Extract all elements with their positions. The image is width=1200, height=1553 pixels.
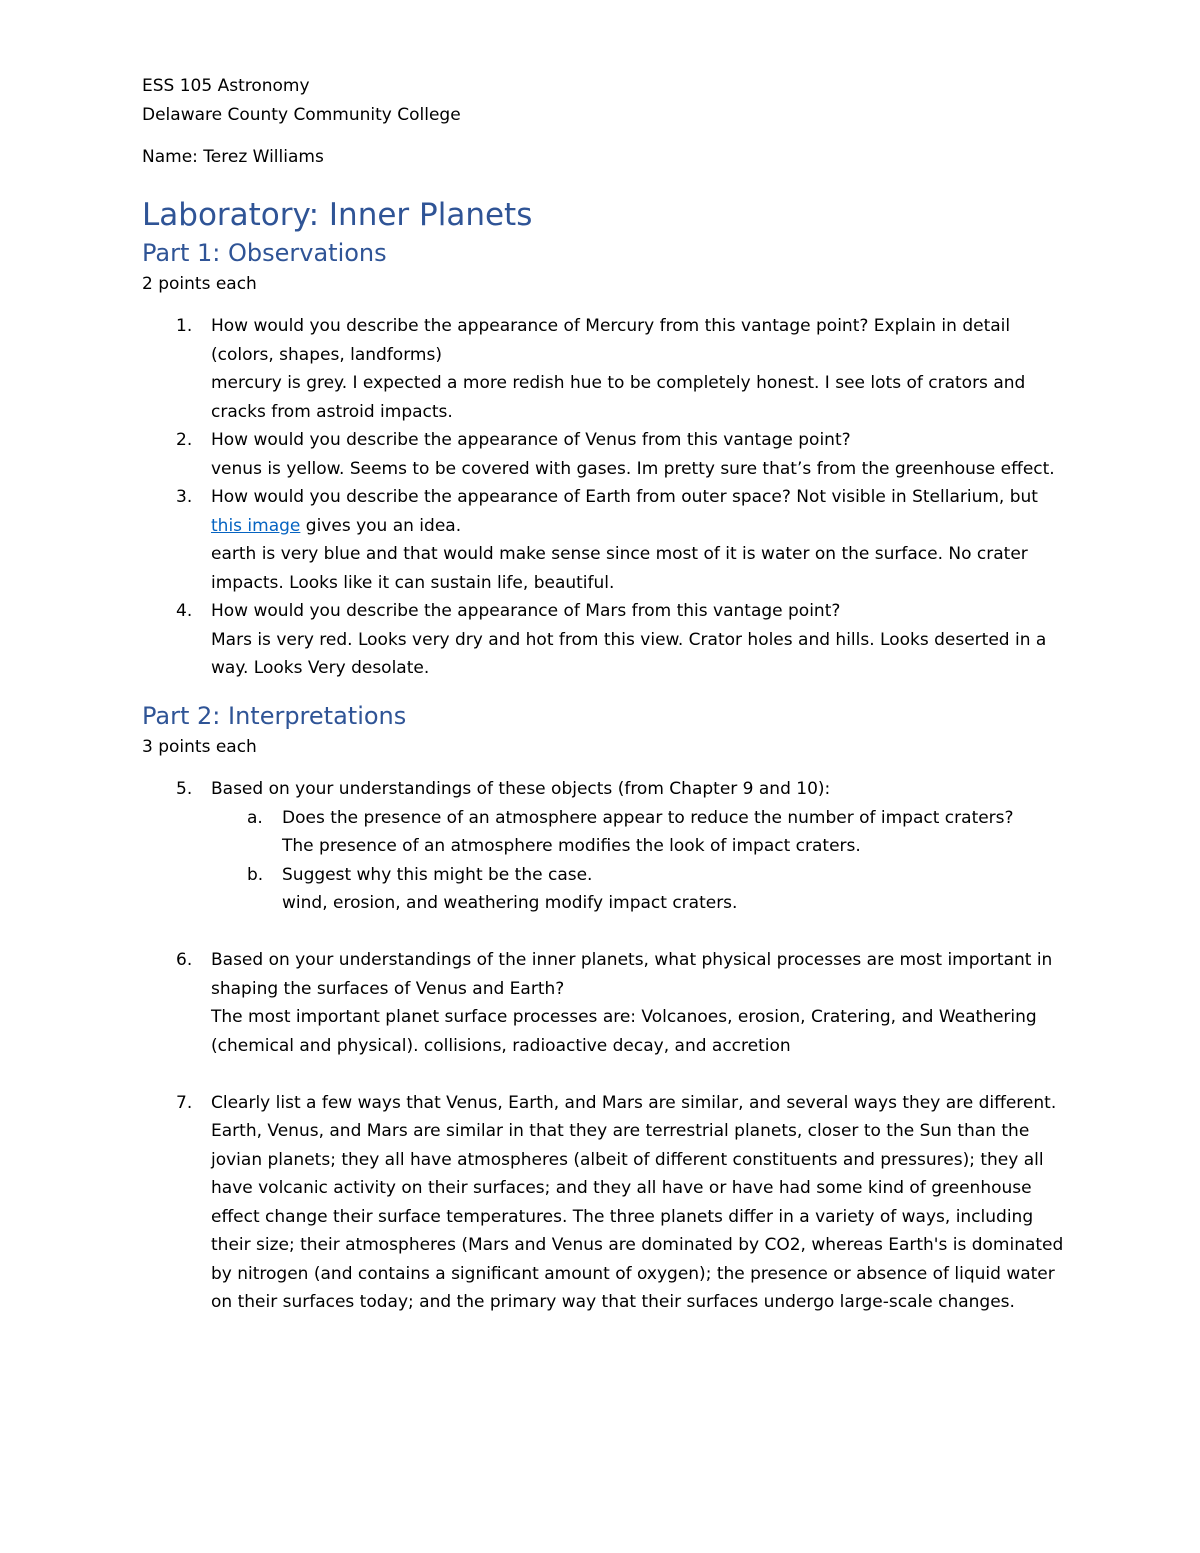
question-3 — [142, 483, 1072, 597]
sub-question-text: Does the presence of an atmosphere appear to reduce the number of impact craters? — [282, 807, 1014, 828]
student-name: Name: Terez Williams — [142, 147, 324, 167]
question-number: 6. — [176, 950, 193, 970]
sub-question-b — [211, 861, 1072, 918]
sub-question-a — [211, 804, 1072, 861]
question-text-after-link: gives you an idea. — [300, 515, 462, 536]
question-text: How would you describe the appearance of Venus from this vantage point? — [211, 430, 851, 450]
question-text: Based on your understandings of the inner planets, what physical processes are most important in shaping the surfaces of Venus and Earth? — [211, 950, 1053, 999]
college-line: Delaware County Community College — [142, 104, 461, 125]
part2-heading: Part 2: Interpretations — [142, 701, 407, 730]
question-number: 5. — [176, 779, 193, 799]
question-text: Based on your understandings of these objects (from Chapter 9 and 10): — [211, 779, 831, 799]
sub-question-list — [211, 804, 1072, 918]
question-2 — [142, 426, 1072, 483]
question-number: 1. — [176, 316, 193, 336]
answer-text: Earth, Venus, and Mars are similar in that they are terrestrial planets, closer to the Sun than the jovian planets; they all have atmospheres (albeit of different constituents and pressures); they all have volcanic activity on their surfaces; and they all have or have had some kind of greenhouse effect change their surface temperatures. The three planets differ in a variety of ways, including their size; their atmospheres (Mars and Venus are dominated by CO2, whereas Earth's is dominated by nitrogen (and contains a significant amount of oxygen); the presence or absence of liquid water on their surfaces today; and the primary way that their surfaces undergo large-scale changes. — [211, 1121, 1064, 1312]
question-4 — [142, 597, 1072, 683]
question-text-before-link: How would you describe the appearance of Earth from outer space? Not visible in Stellarium, but — [211, 487, 1038, 507]
part2-question-list — [142, 775, 1072, 1317]
question-number: 4. — [176, 601, 193, 621]
part1-question-list — [142, 312, 1072, 683]
this-image-link[interactable]: this image — [211, 515, 301, 536]
sub-question-letter: a. — [247, 807, 263, 828]
answer-text: The most important planet surface processes are: Volcanoes, erosion, Cratering, and Weathering (chemical and physical). collisions, radioactive decay, and accretion — [211, 1007, 1037, 1056]
answer-text: The presence of an atmosphere modifies the look of impact craters. — [282, 836, 861, 856]
question-text: How would you describe the appearance of Mars from this vantage point? — [211, 601, 841, 621]
question-5 — [142, 775, 1072, 918]
part1-heading: Part 1: Observations — [142, 238, 387, 267]
answer-text: earth is very blue and that would make sense since most of it is water on the surface. No crater impacts. Looks like it can sustain life, beautiful. — [211, 544, 1028, 593]
question-text: How would you describe the appearance of Mercury from this vantage point? Explain in detail (colors, shapes, landforms) — [211, 316, 1011, 365]
document-content — [142, 72, 1072, 1317]
question-number: 3. — [176, 487, 193, 507]
question-7 — [142, 1089, 1072, 1317]
question-number: 7. — [176, 1092, 193, 1113]
sub-question-letter: b. — [247, 864, 264, 885]
answer-text: wind, erosion, and weathering modify impact craters. — [282, 893, 738, 913]
lab-title: Laboratory: Inner Planets — [142, 196, 533, 233]
part1-points: 2 points each — [142, 273, 257, 294]
answer-text: Mars is very red. Looks very dry and hot from this view. Crator holes and hills. Looks deserted in a way. Looks Very desolate. — [211, 629, 1047, 678]
question-1 — [142, 312, 1072, 426]
sub-question-text: Suggest why this might be the case. — [282, 864, 593, 885]
course-line: ESS 105 Astronomy — [142, 76, 310, 96]
answer-text: mercury is grey. I expected a more redish hue to be completely honest. I see lots of crators and cracks from astroid impacts. — [211, 373, 1026, 422]
question-6 — [142, 946, 1072, 1060]
question-text: Clearly list a few ways that Venus, Earth, and Mars are similar, and several ways they are different. — [211, 1092, 1057, 1113]
question-number: 2. — [176, 430, 193, 450]
part2-points: 3 points each — [142, 736, 257, 757]
answer-text: venus is yellow. Seems to be covered with gases. Im pretty sure that’s from the greenhouse effect. — [211, 458, 1055, 479]
